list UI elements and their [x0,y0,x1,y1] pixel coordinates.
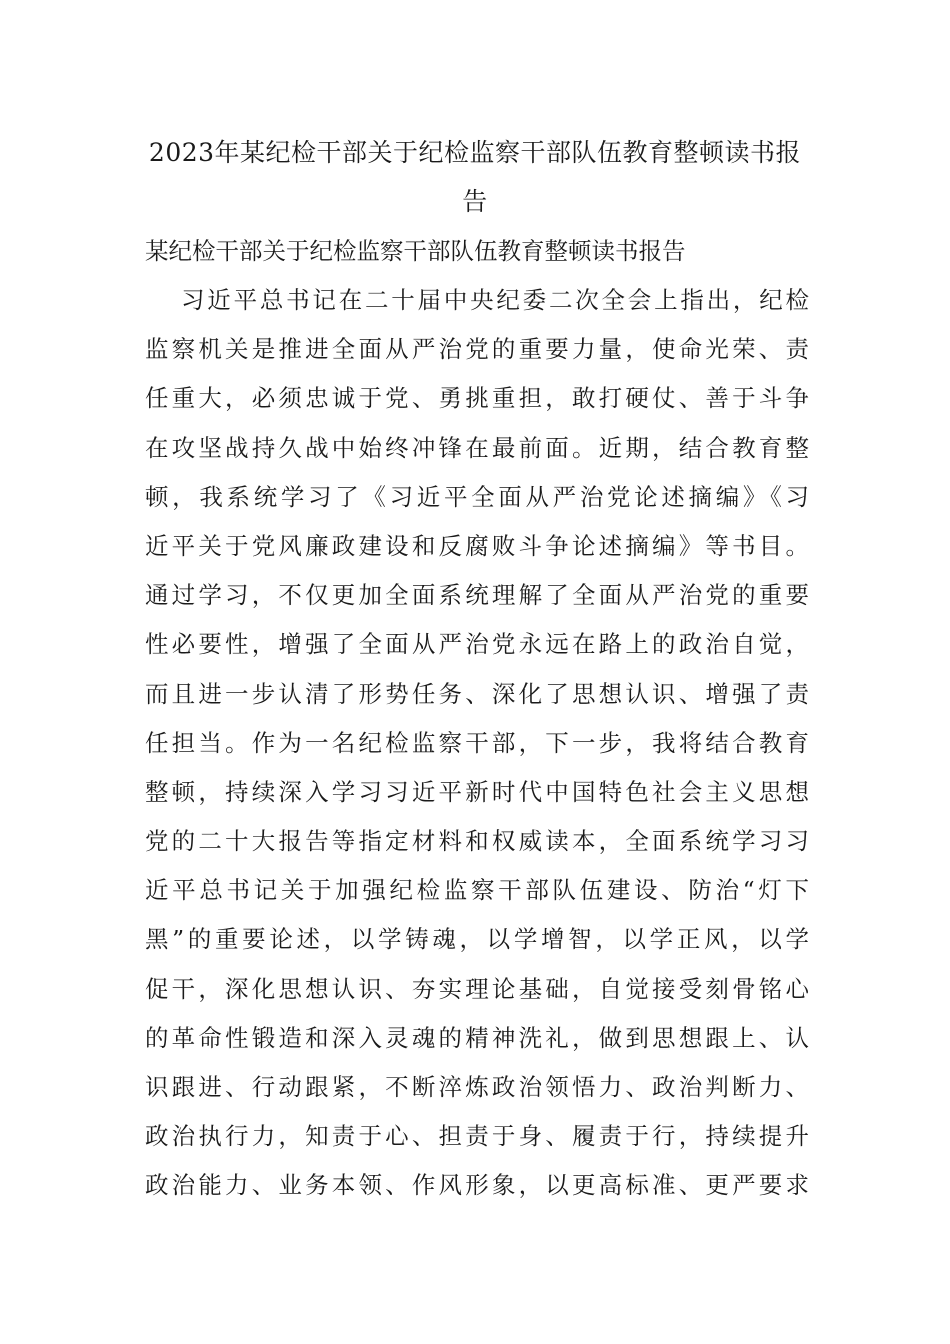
body-line: 监察机关是推进全面从严治党的重要力量，使命光荣、责 [145,335,809,364]
body-line: 通过学习，不仅更加全面系统理解了全面从严治党的重要 [145,581,809,610]
body-line: 性必要性，增强了全面从严治党永远在路上的政治自觉， [145,630,809,659]
body-line: 促干，深化思想认识、夯实理论基础，自觉接受刻骨铭心 [145,974,809,1003]
body-paragraph [145,276,809,1211]
body-line: 近平关于党风廉政建设和反腐败斗争论述摘编》等书目。 [145,531,809,560]
body-line: 整顿，持续深入学习习近平新时代中国特色社会主义思想 [145,777,809,806]
body-line: 任担当。作为一名纪检监察干部，下一步，我将结合教育 [145,728,809,757]
body-line: 任重大，必须忠诚于党、勇挑重担，敢打硬仗、善于斗争 [145,384,809,413]
body-line: 政治执行力，知责于心、担责于身、履责于行，持续提升 [145,1122,809,1151]
body-line: 在攻坚战持久战中始终冲锋在最前面。近期，结合教育整 [145,433,809,462]
body-line: 党的二十大报告等指定材料和权威读本，全面系统学习习 [145,827,809,856]
body-line: 而且进一步认清了形势任务、深化了思想认识、增强了责 [145,679,809,708]
body-line: 习近平总书记在二十届中央纪委二次全会上指出，纪检 [181,286,809,314]
body-line: 黑”的重要论述，以学铸魂，以学增智，以学正风，以学 [145,925,809,954]
body-line: 的革命性锻造和深入灵魂的精神洗礼，做到思想跟上、认 [145,1023,809,1052]
body-line: 近平总书记关于加强纪检监察干部队伍建设、防治“灯下 [145,876,809,905]
body-line: 政治能力、业务本领、作风形象，以更高标准、更严要求 [145,1171,809,1200]
body-line: 顿，我系统学习了《习近平全面从严治党论述摘编》《习 [145,482,809,511]
body-line: 识跟进、行动跟紧，不断淬炼政治领悟力、政治判断力、 [145,1073,809,1101]
document-title: 2023年某纪检干部关于纪检监察干部队伍教育整顿读书报告 [148,138,802,216]
document-subtitle: 某纪检干部关于纪检监察干部队伍教育整顿读书报告 [145,237,686,265]
